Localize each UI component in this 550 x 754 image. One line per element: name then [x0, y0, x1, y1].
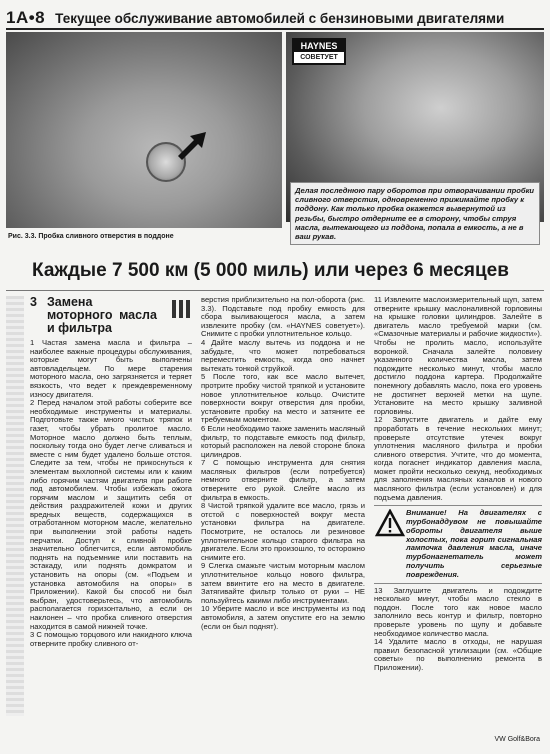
paragraph: 12 Запустите двигатель и дайте ему проработать в течение нескольких минут; проверьте отсутствие утечек вокруг уплотнения масляного фильтра и пробки сливного отверстия. Учтите, что до момента, когда погаснет индикатор давления масла, может пройти несколько секунд, необходимых для заполнения масляных каналов и нового масляного фильтра (если установлен) и для подъема давления. — [374, 415, 542, 502]
paragraph: 1 Частая замена масла и фильтра – наиболее важные процедуры обслуживания, которые могут быть выполнены автовладельцем. По мере старения моторного масла, оно загрязняется и теряет вязкость, что ведет к преждевременному износу двигателя. — [30, 338, 192, 399]
section-number: 3 — [30, 295, 37, 309]
section-heading-text: Замена моторного масла и фильтра — [46, 295, 157, 335]
page-title: Текущее обслуживание автомобилей с бензиновыми двигателями — [55, 11, 505, 26]
warning-box — [374, 505, 542, 583]
interval-title: Каждые 7 500 км (5 000 миль) или через 6 месяцев — [32, 260, 509, 281]
paragraph: 9 Слегка смажьте чистым моторным маслом уплотнительное кольцо нового фильтра, затем ввинтите его на место в двигателе. Затягивайте фильтр только от руки – НЕ пользуйтесь какими либо инструментами. — [201, 561, 365, 605]
paragraph: 3 С помощью торцового или накидного ключа отверните пробку сливного от- — [30, 630, 192, 648]
haynes-sub-text: СОВЕТУЕТ — [300, 54, 338, 61]
tip-box: Делая последнюю пару оборотов при отворачивании пробки сливного отверстия, одновременно прижимайте пробку к поддону. Как только пробка окажется вывернутой из резьбы, быстро отдерните ее в сторону, чтобы струя масла, вытекающего из поддона, попала в емкость, а не в ваш рукав. — [290, 182, 540, 245]
warning-text: Внимание! На двигателях с турбонаддувом не повышайте обороты двигателя выше холостых, пока горит сигнальная лампочка давления масла, иначе турбонагнетатель может получить серьезные повреждения. — [406, 508, 542, 579]
footer-model: VW Golf&Bora — [494, 736, 540, 743]
arrow-icon — [174, 130, 214, 160]
warning-icon — [374, 509, 406, 537]
paragraph: 10 Уберите масло и все инструменты из под автомобиля, а затем опустите его на землю (если он был поднят). — [201, 604, 365, 631]
paragraph: 4 Дайте маслу вытечь из поддона и не забудьте, что может потребоваться переместить емкость, когда оно начнет вытекать тонкой струйкой. — [201, 337, 365, 373]
section-margin-bar — [6, 296, 24, 716]
divider — [6, 290, 544, 291]
column-1 — [30, 296, 192, 648]
page-header — [6, 6, 544, 30]
column-2 — [201, 296, 365, 631]
figure-caption: Рис. 3.3. Пробка сливного отверстия в поддоне — [8, 233, 174, 240]
section-heading — [30, 296, 192, 335]
haynes-logo-text: HAYNES — [294, 40, 344, 52]
paragraph: 6 Если необходимо также заменить масляный фильтр, то подставьте емкость под фильтр, который расположен на левой стороне блока цилиндров. — [201, 423, 365, 459]
paragraph: верстия приблизительно на пол-оборота (рис. 3.3). Подставьте под пробку емкость для сбора выливающегося масла, а затем извлеките пробку (см. «HAYNES советует»). Снимите с пробки уплотнительное кольцо. — [201, 295, 365, 339]
drain-plug-photo — [6, 32, 282, 228]
paragraph: 5 После того, как все масло вытечет, протрите пробку чистой тряпкой и установите новое уплотнительное кольцо. Очистите поверхности вокруг отверстия для пробки, установите пробку на место и затяните ее требуемым моментом. — [201, 372, 365, 425]
column-3 — [374, 296, 542, 673]
paragraph: 11 Извлеките маслоизмерительный щуп, затем отверните крышку маслоналивной горловины на крышке головки цилиндров. Залейте в двигатель масло требуемой марки (см. «Смазочные материалы и рабочие жидкости»). Чтобы не пролить масло, используйте воронкой. Сначала залейте половину указанного количества масла, затем подождите несколько минут, чтобы масло достигло поддона картера. Продолжайте понемногу добавлять масло, пока его уровень не достигнет верхней метки на щупе. Установите на место крышку заливной горловины. — [374, 295, 542, 416]
tools-icon — [170, 298, 196, 320]
paragraph: 8 Чистой тряпкой удалите все масло, грязь и отстой с поверхностей вокруг места установки фильтра на двигателе. Посмотрите, не осталось ли резиновое уплотнительное кольцо старого фильтра на двигателе. Если это произошло, то осторожно снимите его. — [201, 501, 365, 562]
paragraph: 13 Заглушите двигатель и подождите несколько минут, чтобы масло стекло в поддон. После того как новое масло заполнило весь контур и фильтр, повторно проверьте уровень по щупу и добавьте необходимое количество масла. — [374, 585, 542, 638]
haynes-logo — [292, 38, 346, 65]
page-number: 1A•8 — [6, 8, 46, 27]
paragraph: 7 С помощью инструмента для снятия масляных фильтров (если потребуется) немного отверните фильтр, а затем отверните его рукой. Слейте масло из фильтра в емкость. — [201, 458, 365, 502]
paragraph: 14 Удалите масло в отходы, не нарушая правил безопасной утилизации (см. «Общие советы» по выполнению ремонта в Приложении). — [374, 637, 542, 672]
paragraph: 2 Перед началом этой работы соберите все необходимые инструменты и материалы. Подготовьте также много чистых тряпок и газет, чтобы убрать пролитое масло. Моторное масло должно быть теплым, поскольку тогда оно будет легче сливаться и вместе с ним будет удалено больше отстоя. Следите за тем, чтобы не прикоснуться к элементам выхлопной системы или к каким либо горячим частям двигателя при работе под автомобилем. Чтобы избежать ожога горячим маслом и защитить себя от действия раздражителей кожи и других вредных веществ, содержащихся в отработанном моторном масле, желательно при выполнении этой работы надеть перчатки. Доступ к сливной пробке значительно облегчится, если автомобиль поднять на подъемнике или поставить на эстакаду, или поднять домкратом и установить на опоры (см. «Подъем и установка автомобиля на опоры» в Приложении). Какой бы способ ни был выбран, удостоверьтесь, что автомобиль располагается горизонтально, а если он наклонен – что пробка сливного отверстия находится в самой нижней точке. — [30, 398, 192, 631]
